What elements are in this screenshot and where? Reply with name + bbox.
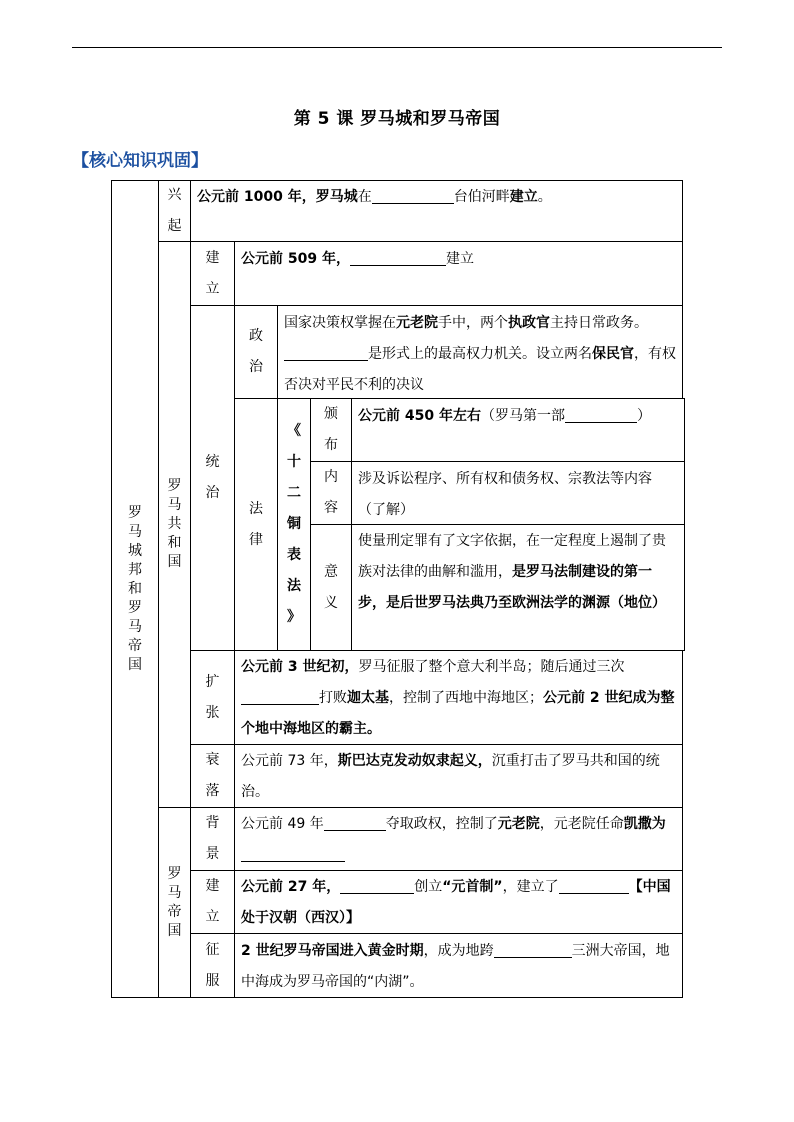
vertical-char: 表 <box>287 547 301 563</box>
vertical-char: 法 <box>287 578 301 594</box>
neirong-content: 涉及诉讼程序、所有权和债务权、宗教法等内容（了解） <box>351 461 685 525</box>
vertical-char: 布 <box>324 437 338 453</box>
yiyi-label-cell <box>310 524 352 651</box>
vertical-char: 十 <box>287 454 301 470</box>
vertical-char: 马 <box>128 523 142 540</box>
vertical-char: 马 <box>167 497 182 513</box>
republic-label <box>168 477 182 572</box>
neirong-label-cell <box>310 461 352 525</box>
vertical-char: 立 <box>205 280 220 297</box>
shuailuo-label <box>206 745 220 807</box>
banbu-content: 公元前 450 年左右（罗马第一部 ） <box>351 398 685 462</box>
beijing-label <box>206 808 220 870</box>
vertical-char: 》 <box>287 609 301 625</box>
vertical-char: 起 <box>167 218 182 234</box>
beijing-content: 公元前 49 年 夺取政权，控制了元老院，元老院任命凯撒为 <box>234 807 683 871</box>
kuozhang-content: 公元前 3 世纪初，罗马征服了整个意大利半岛；随后通过三次打败迦太基，控制了西地中海地区；公元前 2 世纪成为整个地中海地区的霸主。 <box>234 650 683 745</box>
vertical-char: 建 <box>205 878 220 894</box>
vertical-char: 国 <box>128 656 142 673</box>
kuozhang-label <box>206 667 220 729</box>
empire-jianli-label <box>206 871 220 933</box>
zhengfu-content: 2 世纪罗马帝国进入黄金时期，成为地跨 三洲大帝国，地中海成为罗马帝国的“内湖”。 <box>234 933 683 998</box>
vertical-char: 国 <box>167 554 182 570</box>
republic-jianli-label-cell <box>190 241 235 306</box>
vertical-char: 张 <box>205 704 220 721</box>
zhengfu-label-cell <box>190 933 235 998</box>
zhengzhi-label <box>249 321 263 383</box>
vertical-char: 法 <box>249 500 263 517</box>
vertical-char: 治 <box>205 485 220 501</box>
vertical-char: 服 <box>205 972 220 989</box>
vertical-char: 治 <box>249 359 263 375</box>
vertical-char: 罗 <box>167 865 182 882</box>
beijing-label-cell <box>190 807 235 871</box>
republic-label-cell <box>158 241 191 808</box>
vertical-char: 帝 <box>128 637 142 654</box>
vertical-char: 罗 <box>128 504 142 521</box>
vertical-char: 统 <box>205 454 220 470</box>
falv-label <box>249 494 263 556</box>
vertical-char: 建 <box>205 249 220 266</box>
republic-jianli-content: 公元前 509 年， 建立 <box>234 241 683 306</box>
tongzhi-label <box>206 447 220 509</box>
vertical-char: 帝 <box>167 903 182 920</box>
vertical-char: 罗 <box>167 478 182 494</box>
section-heading: 【核心知识巩固】 <box>72 151 208 171</box>
outer-label <box>128 504 142 675</box>
vertical-char: 《 <box>287 423 301 439</box>
vertical-char: 邦 <box>128 561 142 578</box>
zhengzhi-content: 国家决策权掌握在元老院手中，两个执政官主持日常政务。是形式上的最高权力机关。设立两名保民官，有权否决对平民不利的决议 <box>277 305 683 399</box>
yiyi-content: 使量刑定罪有了文字依据，在一定程度上遏制了贵族对法律的曲解和滥用，是罗马法制建设的第一步，是后世罗马法典乃至欧洲法学的渊源（地位） <box>351 524 685 651</box>
vertical-char: 容 <box>324 500 338 516</box>
vertical-char: 和 <box>167 535 182 551</box>
zhengzhi-label-cell <box>234 305 278 399</box>
xingqi-label-cell <box>158 180 191 242</box>
vertical-char: 内 <box>324 469 338 485</box>
yiyi-label <box>324 557 338 619</box>
vertical-char: 马 <box>167 884 182 901</box>
xingqi-content: 公元前 1000 年，罗马城在 台伯河畔建立。 <box>190 180 683 242</box>
vertical-char: 背 <box>205 815 220 831</box>
vertical-char: 罗 <box>128 599 142 616</box>
vertical-char: 共 <box>167 516 182 532</box>
vertical-char: 景 <box>205 846 220 862</box>
vertical-char: 衰 <box>205 752 220 768</box>
vertical-char: 铜 <box>287 516 301 532</box>
empire-label <box>168 865 182 941</box>
vertical-char: 义 <box>324 594 338 611</box>
vertical-char: 落 <box>205 783 220 799</box>
vertical-char: 和 <box>128 580 142 597</box>
shier-label <box>287 416 301 633</box>
vertical-char: 政 <box>249 328 263 344</box>
falv-label-cell <box>234 398 278 651</box>
vertical-char: 颁 <box>324 406 338 422</box>
vertical-char: 马 <box>128 618 142 635</box>
neirong-label <box>324 462 338 524</box>
tongzhi-label-cell <box>190 305 235 651</box>
banbu-label-cell <box>310 398 352 462</box>
outer-label-cell <box>111 180 159 998</box>
vertical-char: 律 <box>249 531 263 548</box>
vertical-char: 立 <box>205 909 220 925</box>
xingqi-label <box>168 180 182 242</box>
republic-jianli-label <box>206 243 220 305</box>
vertical-char: 意 <box>324 563 338 580</box>
shier-label-cell <box>277 398 311 651</box>
vertical-char: 扩 <box>205 673 220 690</box>
page-title: 第 5 课 罗马城和罗马帝国 <box>293 109 501 129</box>
kuozhang-label-cell <box>190 650 235 745</box>
vertical-char: 国 <box>167 922 182 939</box>
vertical-char: 征 <box>205 941 220 958</box>
shuailuo-content: 公元前 73 年，斯巴达克发动奴隶起义，沉重打击了罗马共和国的统治。 <box>234 744 683 808</box>
empire-jianli-content: 公元前 27 年， 创立“元首制”，建立了 【中国处于汉朝（西汉）】 <box>234 870 683 934</box>
empire-jianli-label-cell <box>190 870 235 934</box>
empire-label-cell <box>158 807 191 998</box>
vertical-char: 兴 <box>167 187 182 203</box>
vertical-char: 城 <box>128 542 142 559</box>
banbu-label <box>324 399 338 461</box>
vertical-char: 二 <box>287 485 301 501</box>
shuailuo-label-cell <box>190 744 235 808</box>
header-rule <box>72 47 722 48</box>
zhengfu-label <box>206 935 220 997</box>
